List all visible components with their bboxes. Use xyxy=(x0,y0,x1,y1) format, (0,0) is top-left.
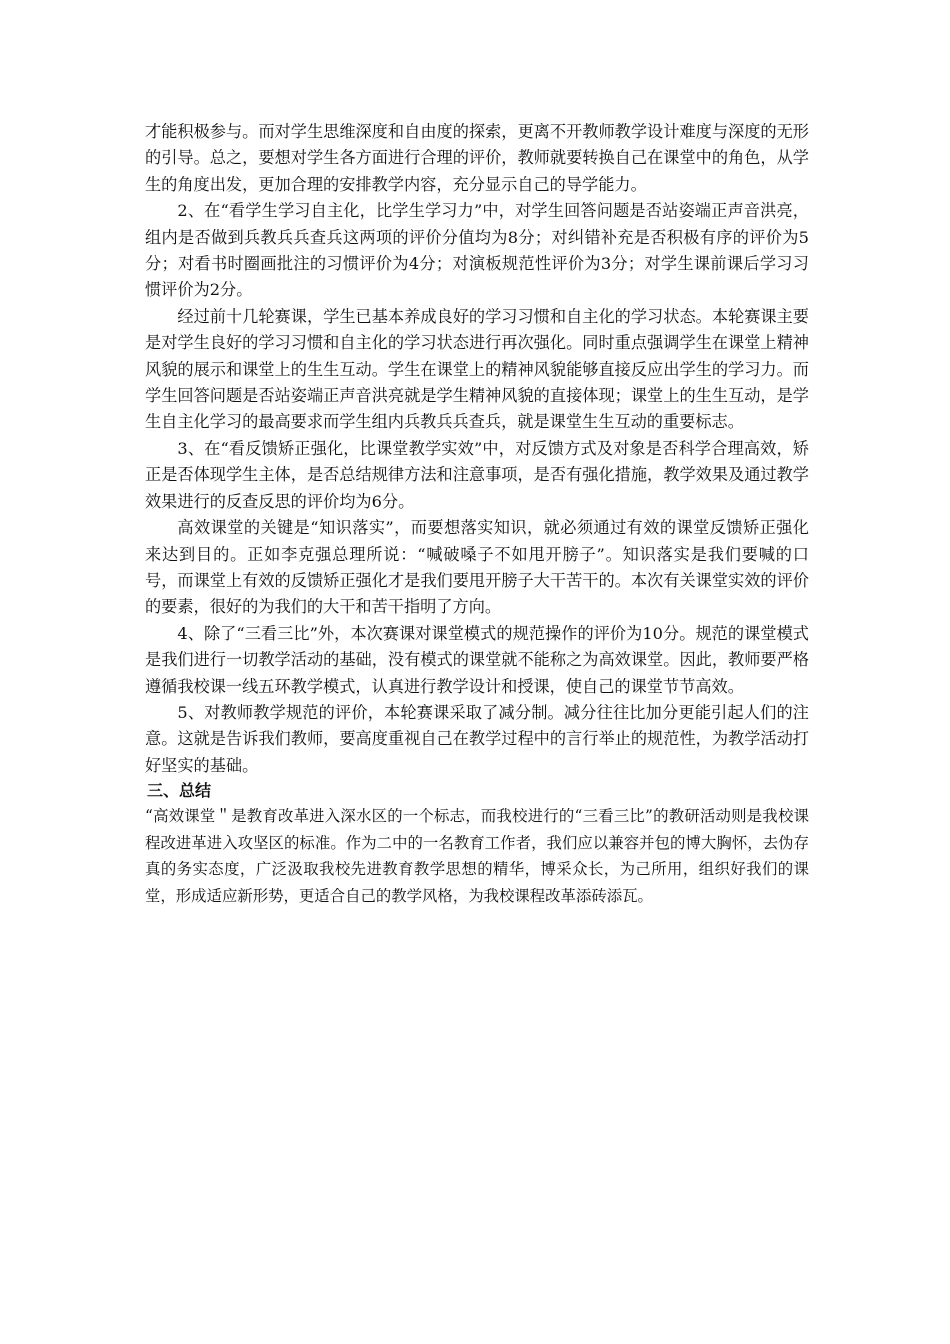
paragraph-item-3: 3、在“看反馈矫正强化，比课堂教学实效”中，对反馈方式及对象是否科学合理高效，矫正是否体现学生主体，是否总结规律方法和注意事项，是否有强化措施，教学效果及通过教学效果进行的反查反思的评价均为6分。 xyxy=(145,438,809,511)
paragraph-knowledge-implementation: 高效课堂的关键是“知识落实”，而要想落实知识，就必须通过有效的课堂反馈矫正强化来达到目的。正如李克强总理所说：“喊破嗓子不如甩开膀子”。知识落实是我们要喊的口号，而课堂上有效的反馈矫正强化才是我们要甩开膀子大干苦干的。本次有关课堂实效的评价的要素，很好的为我们的大干和苦干指明了方向。 xyxy=(145,518,809,617)
paragraph-item-5: 5、对教师教学规范的评价，本轮赛课采取了减分制。减分往往比加分更能引起人们的注意。这就是告诉我们教师，要高度重视自己在教学过程中的言行举止的规范性，为教学活动打好坚实的基础。 xyxy=(145,702,809,775)
summary-paragraph: “高效课堂＂是教育改革进入深水区的一个标志，而我校进行的“三看三比”的教研活动则是我校课程改进革进入攻坚区的标准。作为二中的一名教育工作者，我们应以兼容并包的博大胸怀，去伪存真的务实态度，广泛汲取我校先进教育教学思想的精华，博采众长，为己所用，组织好我们的课堂，形成适应新形势，更适合自己的教学风格，为我校课程改革添砖添瓦。 xyxy=(145,807,809,905)
paragraph-continuation: 才能积极参与。而对学生思维深度和自由度的探索，更离不开教师教学设计难度与深度的无形的引导。总之，要想对学生各方面进行合理的评价，教师就要转换自己在课堂中的角色，从学生的角度出发，更加合理的安排教学内容，充分显示自己的导学能力。 xyxy=(145,122,809,194)
paragraph-study-habits: 经过前十几轮赛课，学生已基本养成良好的学习习惯和自主化的学习状态。本轮赛课主要是对学生良好的学习习惯和自主化的学习状态进行再次强化。同时重点强调学生在课堂上精神风貌的展示和课堂上的生生互动。学生在课堂上的精神风貌能够直接反应出学生的学习力。而学生回答问题是否站姿端正声音洪亮就是学生精神风貌的直接体现；课堂上的生生互动，是学生自主化学习的最高要求而学生组内兵教兵兵查兵，就是课堂生生互动的重要标志。 xyxy=(145,306,809,432)
paragraph-item-2: 2、在“看学生学习自主化，比学生学习力”中，对学生回答问题是否站姿端正声音洪亮，组内是否做到兵教兵兵查兵这两项的评价分值均为8分；对纠错补充是否积极有序的评价为5分；对看书时圈画批注的习惯评价为4分；对演板规范性评价为3分；对学生课前课后学习习惯评价为2分。 xyxy=(145,201,809,300)
paragraph-item-4: 4、除了“三看三比”外，本次赛课对课堂模式的规范操作的评价为10分。规范的课堂模式是我们进行一切教学活动的基础，没有模式的课堂就不能称之为高效课堂。因此，教师要严格遵循我校课一线五环教学模式，认真进行教学设计和授课，使自己的课堂节节高效。 xyxy=(145,623,809,696)
section-heading-summary: 三、总结 xyxy=(147,781,212,801)
document-body xyxy=(145,119,809,910)
